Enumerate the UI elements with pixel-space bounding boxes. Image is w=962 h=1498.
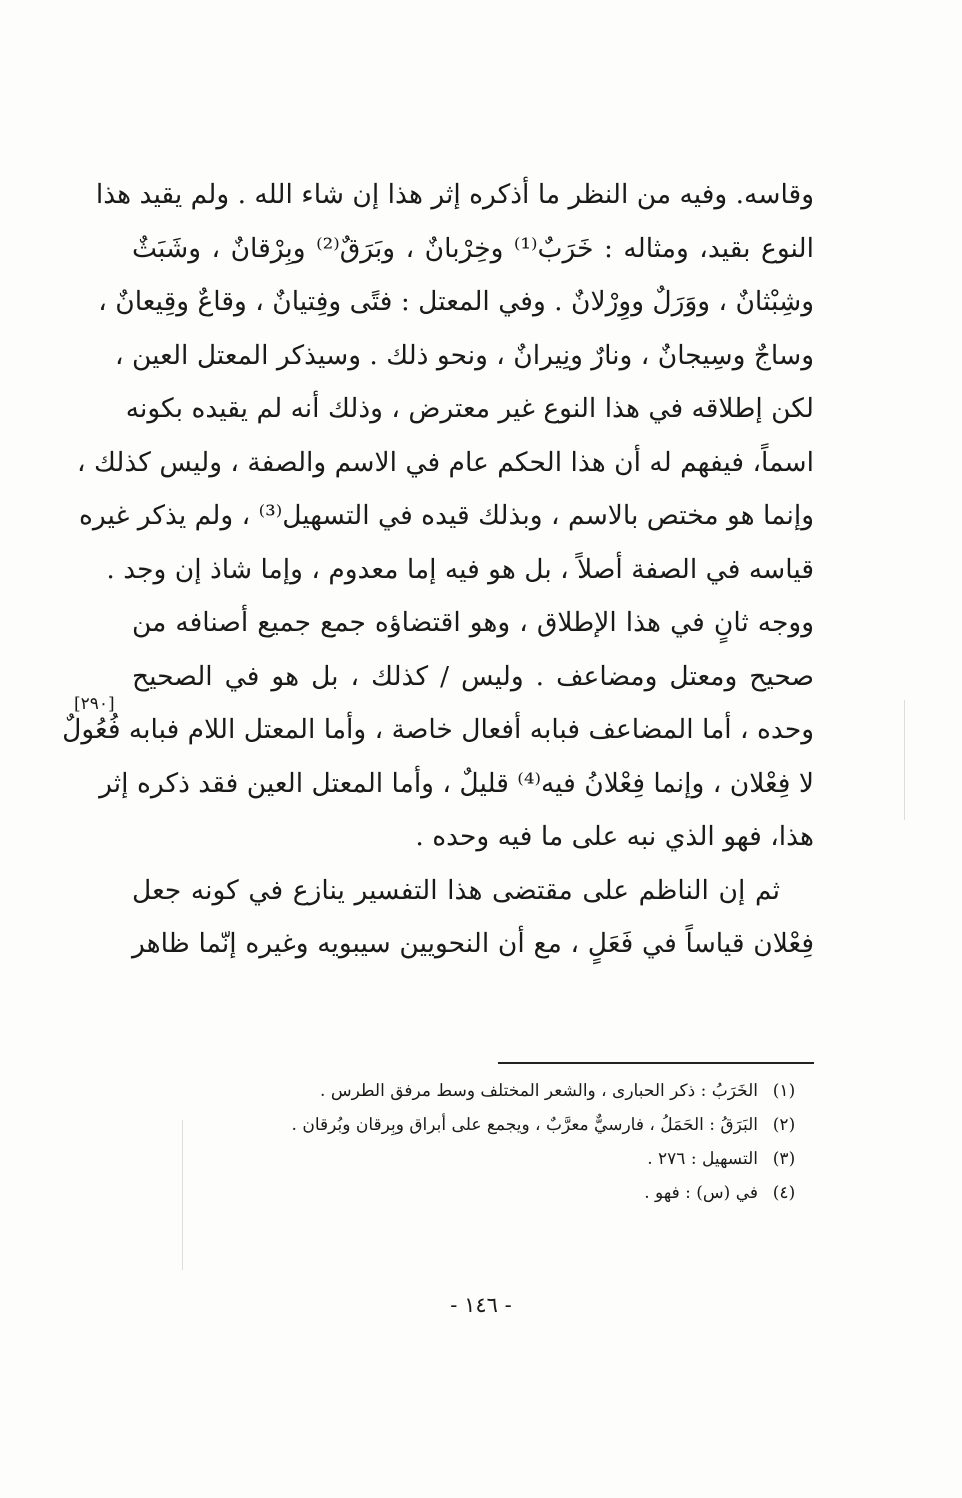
text-line-7: وإنما هو مختص بالاسم ، وبذلك قيده في التسهيل⁽³⁾ ، ولم يذكر غيره — [78, 500, 814, 531]
manuscript-folio-marker: [٢٩٠] — [74, 694, 115, 714]
footnote-number: (١) — [772, 1081, 796, 1101]
text-line-11: وحده ، أما المضاعف فبابه أفعال خاصة ، وأما المعتل اللام فبابه فُعُولٌ — [62, 714, 814, 745]
text-line-1: وقاسه. وفيه من النظر ما أذكره إثر هذا إن شاء الله . ولم يقيد هذا — [95, 179, 814, 210]
footnote-text: الخَرَبُ : ذكر الحبارى ، والشعر المختلف وسط مرفق الطرس . — [320, 1081, 758, 1101]
footnote-3 — [180, 1142, 810, 1176]
scan-artifact-line — [182, 1120, 183, 1270]
page-number: - ١٤٦ - — [450, 1293, 512, 1317]
footnote-number: (٢) — [772, 1115, 796, 1135]
text-line-3: وشِبْثانٌ ، ووَرَلٌ ووِرْلانٌ . وفي المعتل : فتًى وفِتيانٌ ، وقاعٌ وقِيعانٌ ، — [98, 286, 814, 317]
footnote-2 — [180, 1108, 810, 1142]
footnote-divider — [498, 1062, 814, 1064]
text-line-4: وساجٌ وسِيجانٌ ، ونارٌ ونِيرانٌ ، ونحو ذلك . وسيذكر المعتل العين ، — [115, 339, 814, 371]
footnote-4 — [180, 1176, 810, 1210]
text-line-15: فِعْلان قياساً في فَعَلٍ ، مع أن النحويين سيبويه وغيره إنّما ظاهر — [132, 928, 814, 959]
footnote-text: البَرَقُ : الحَمَلُ ، فارسيٌّ معرَّبٌ ، ويجمع على أبراق وبِرقان وبُرقان . — [291, 1115, 758, 1135]
text-line-5: لكن إطلاقه في هذا النوع غير معترض ، وذلك أنه لم يقيده بكونه — [125, 393, 814, 424]
text-line-9: ووجه ثانٍ في هذا الإطلاق ، وهو اقتضاؤه جمع جميع أصنافه من — [132, 607, 814, 638]
footnote-number: (٤) — [772, 1183, 796, 1203]
text-line-6: اسماً، فيفهم له أن هذا الحكم عام في الاسم والصفة ، وليس كذلك ، — [77, 446, 814, 478]
text-line-12: لا فِعْلان ، وإنما فِعْلانُ فيه⁽⁴⁾ قليلٌ ، وأما المعتل العين فقد ذكره إثر — [99, 767, 814, 799]
text-line-10: صحيح ومعتل ومضاعف . وليس / كذلك ، بل هو في الصحيح — [132, 660, 814, 692]
footnote-number: (٣) — [772, 1149, 796, 1169]
footnote-text: التسهيل : ٢٧٦ . — [647, 1149, 758, 1169]
footnote-1 — [180, 1074, 810, 1108]
text-line-14: ثم إن الناظم على مقتضى هذا التفسير ينازع في كونه جعل — [132, 874, 780, 906]
scan-artifact-line — [904, 700, 905, 820]
text-line-13: هذا، فهو الذي نبه على ما فيه وحده . — [415, 821, 814, 852]
footnotes — [180, 1074, 810, 1210]
text-line-8: قياسه في الصفة أصلاً ، بل هو فيه إما معدوم ، وإما شاذ إن وجد . — [106, 553, 814, 585]
text-line-2: النوع بقيد، ومثاله : خَرَبٌ⁽¹⁾ وخِرْبانٌ ، وبَرَقٌ⁽²⁾ وبِرْقانٌ ، وشَبَثٌ — [132, 232, 814, 264]
footnote-text: في (س) : فهو . — [644, 1183, 758, 1203]
